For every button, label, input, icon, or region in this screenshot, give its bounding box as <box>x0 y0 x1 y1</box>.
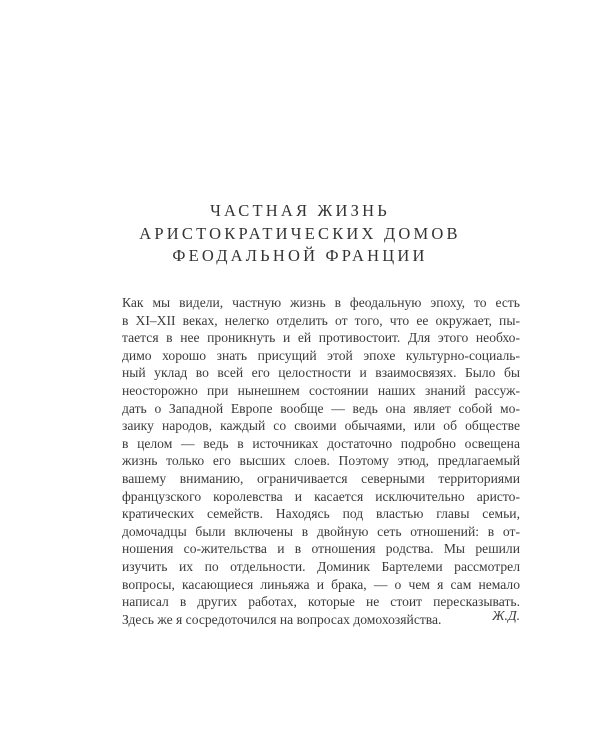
text-line: дать о Западной Европе вообще — ведь она являет собой мо- <box>122 400 520 416</box>
title-line: ФЕОДАЛЬНОЙ ФРАНЦИИ <box>172 246 428 265</box>
text-line: заику народов, каждый со своими обычаями, или об обществе <box>122 418 520 434</box>
text-line: изучить их по отдельности. Доминик Бартелеми рассмотрел <box>122 558 520 574</box>
text-line: в целом — ведь в источниках достаточно подробно освещена <box>122 435 520 451</box>
text-line: домочадцы были включены в двойную сеть отношений: в от- <box>122 523 520 539</box>
text-line: ношения со-жительства и в отношения родства. Мы решили <box>122 541 520 557</box>
text-line: написал в других работах, которые не стоит пересказывать. <box>122 594 520 610</box>
text-line: вопросы, касающиеся линьяжа и брака, — о чем я сам немало <box>122 576 520 592</box>
text-line: французского королевства и касается исключительно аристо- <box>122 488 520 504</box>
title-line: АРИСТОКРАТИЧЕСКИХ ДОМОВ <box>139 223 461 243</box>
text-line: Как мы видели, частную жизнь в феодальную эпоху, то есть <box>122 295 520 310</box>
chapter-title <box>0 200 600 268</box>
text-line: Здесь же я сосредоточился на вопросах домохозяйства. <box>122 611 442 627</box>
text-line: кратических семейств. Находясь под властью главы семьи, <box>122 506 520 522</box>
text-line: тается в нее проникнуть и ей противостоит. Для этого необхо- <box>122 330 520 346</box>
text-line: жизнь только его высших слоев. Поэтому этюд, предлагаемый <box>122 453 520 469</box>
text-line: димо хорошо знать присущий этой эпохе культурно-социаль- <box>122 347 520 363</box>
text-line: ный уклад во всей его целостности и взаимосвязях. Было бы <box>122 365 520 381</box>
text-line: неосторожно при нынешнем состоянии наших знаний рассуж- <box>122 382 520 398</box>
body-paragraph <box>122 294 520 628</box>
text-line: в XI–XII веках, нелегко отделить от того, что ее окружает, пы- <box>122 312 520 328</box>
title-line: ЧАСТНАЯ ЖИЗНЬ <box>210 201 390 220</box>
author-signature: Ж.Д. <box>492 608 520 623</box>
text-line: вашему вниманию, ограничивается северными территориями <box>122 470 520 486</box>
